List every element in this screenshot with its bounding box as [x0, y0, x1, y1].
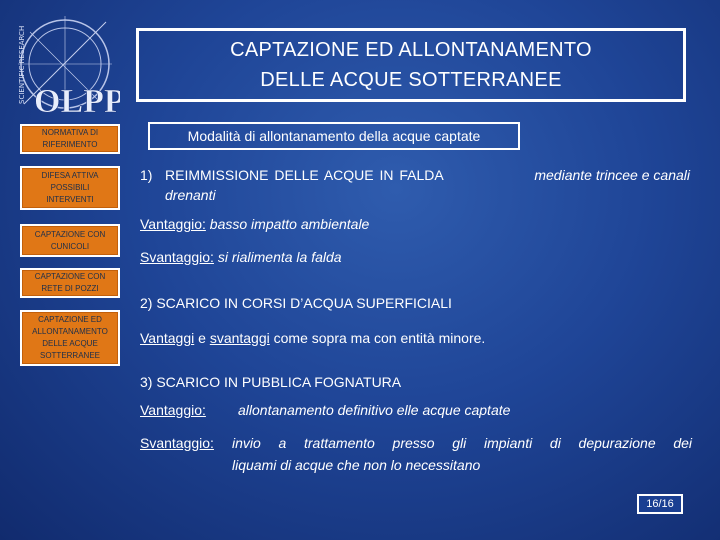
item-1-number: 1): [140, 167, 153, 183]
vantaggi-label: Vantaggi: [140, 330, 195, 346]
item-3-line: [140, 372, 401, 392]
svantaggio-label: Svantaggio:: [140, 249, 214, 265]
item-1-detail-line-2: drenanti: [165, 187, 216, 203]
item-1-svantaggio: [140, 247, 342, 267]
title-line-2: DELLE ACQUE SOTTERRANEE: [260, 69, 562, 91]
title-line-1: CAPTAZIONE ED ALLONTANAMENTO: [230, 39, 592, 61]
item-1-detail: mediante trincee e canali: [534, 167, 690, 183]
olpp-logo-graphic: [10, 12, 120, 120]
nav-button-label: CAPTAZIONE ED ALLONTANAMENTO DELLE ACQUE SOTTERRANEE: [32, 315, 108, 360]
olpp-logo: [10, 12, 120, 120]
item-2-heading: SCARICO IN CORSI D’ACQUA SUPERFICIALI: [156, 295, 452, 311]
conjunction: e: [198, 330, 206, 346]
item-1-line-1: [165, 165, 690, 185]
slide-title: [136, 28, 686, 102]
item-3-vantaggio: [140, 400, 206, 420]
item-2-rest: come sopra ma con entità minore.: [273, 330, 486, 346]
item-1-vantaggio: [140, 214, 369, 234]
item-3-vantaggio-text: allontanamento definitivo elle acque captate: [238, 402, 511, 418]
page-number-text: 16/16: [646, 498, 674, 510]
page-number: [637, 494, 683, 514]
nav-button-rete-pozzi[interactable]: [20, 268, 120, 298]
nav-button-label: NORMATIVA DI RIFERIMENTO: [41, 128, 99, 149]
item-3-heading: SCARICO IN PUBBLICA FOGNATURA: [156, 374, 402, 390]
nav-button-cunicoli[interactable]: [20, 224, 120, 257]
nav-button-allontanamento[interactable]: [20, 310, 120, 366]
vantaggio-label: Vantaggio:: [140, 216, 206, 232]
section-subtitle: [148, 122, 520, 150]
item-3-svantaggio-line-1: invio a trattamento presso gli impianti di depurazione dei: [232, 435, 692, 451]
nav-button-normativa[interactable]: [20, 124, 120, 154]
item-3-svantaggio: [140, 433, 214, 453]
item-3-svantaggio-line-2: liquami di acque che non lo necessitano: [232, 457, 481, 473]
nav-button-label: CAPTAZIONE CON CUNICOLI: [34, 229, 106, 251]
item-2-line: [140, 293, 452, 313]
item-3-number: 3): [140, 374, 153, 390]
svantaggio-text: si rialimenta la falda: [217, 249, 342, 265]
item-2-number: 2): [140, 295, 153, 311]
nav-button-label: DIFESA ATTIVA POSSIBILI INTERVENTI: [41, 171, 99, 204]
nav-button-label: CAPTAZIONE CON RETE DI POZZI: [34, 272, 106, 293]
item-1-heading: REIMMISSIONE DELLE ACQUE IN FALDA: [165, 167, 444, 183]
logo-text: OLPP: [34, 83, 120, 120]
item-2-detail: [140, 328, 485, 348]
vantaggio-label: Vantaggio:: [140, 402, 206, 418]
svantaggio-label: Svantaggio:: [140, 435, 214, 451]
vantaggio-text: basso impatto ambientale: [209, 216, 370, 232]
nav-button-difesa-attiva[interactable]: [20, 166, 120, 210]
svantaggi-label: svantaggi: [209, 330, 270, 346]
logo-arc-text: SCIENTIFIC RESEARCH: [18, 25, 26, 104]
section-subtitle-text: Modalità di allontanamento della acque captate: [187, 128, 481, 144]
